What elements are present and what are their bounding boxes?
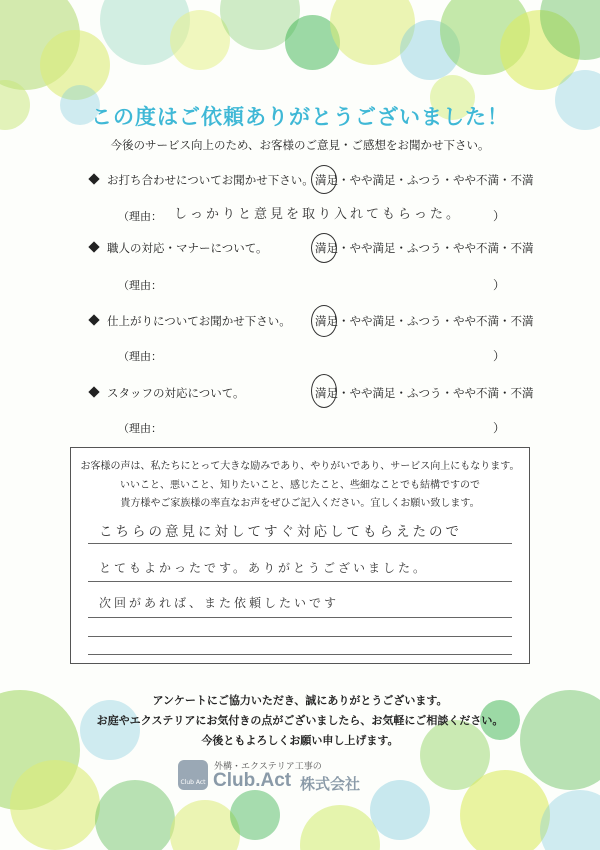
voice-intro-3: 貴方様やご家族様の率直なお声をぜひご記入ください。宜しくお願い致します。 <box>120 498 480 509</box>
question-2-selected-circle <box>311 233 337 263</box>
diamond-bullet-icon <box>88 314 99 325</box>
customer-voice-box <box>70 447 530 664</box>
footer-line-3: 今後ともよろしくお願い申し上げます。 <box>201 734 399 747</box>
voice-line-rule-3 <box>88 617 512 618</box>
question-1-rating[interactable] <box>315 172 534 188</box>
question-4-rating-options: 満足・やや満足・ふつう・やや不満・不満 <box>315 386 534 400</box>
question-1-reason-value[interactable]: しっかりと意見を取り入れてもらった。 <box>174 207 463 222</box>
question-1 <box>90 172 314 188</box>
voice-line-rule-4 <box>88 636 512 637</box>
footer-line-1: アンケートにご協力いただき、誠にありがとうございます。 <box>152 694 448 707</box>
company-logo-mark <box>178 760 208 790</box>
logo-mark-text: Club Act <box>180 779 206 786</box>
question-2 <box>90 240 268 256</box>
diamond-bullet-icon <box>88 241 99 252</box>
question-4-reason-close: ） <box>493 421 506 435</box>
question-2-label: 職人の対応・マナーについて。 <box>107 241 268 255</box>
company-name: Club.Act <box>213 770 292 791</box>
question-2-reason-label: （理由： <box>118 279 162 292</box>
voice-line-rule-1 <box>88 543 512 544</box>
diamond-bullet-icon <box>88 386 99 397</box>
footer-line-2: お庭やエクステリアにお気付きの点がございましたら、お気軽にご相談ください。 <box>96 714 504 727</box>
voice-intro-1: お客様の声は、私たちにとって大きな励みであり、やりがいであり、サービス向上にもなります。 <box>80 461 520 472</box>
question-3-reason-label: （理由： <box>118 350 162 363</box>
voice-line-2[interactable]: とてもよかったです。ありがとうございました。 <box>99 561 429 575</box>
question-3 <box>90 313 291 329</box>
question-1-label: お打ち合わせについてお聞かせ下さい。 <box>107 173 314 187</box>
voice-line-rule-2 <box>88 581 512 582</box>
question-3-selected-circle <box>311 305 337 337</box>
question-3-rating[interactable] <box>315 313 534 329</box>
question-3-label: 仕上がりについてお聞かせ下さい。 <box>107 314 291 328</box>
company-suffix: 株式会社 <box>300 775 361 793</box>
question-2-rating[interactable] <box>315 240 534 256</box>
voice-line-1[interactable]: こちらの意見に対してすぐ対応してもらえたので <box>99 524 462 540</box>
diamond-bullet-icon <box>88 173 99 184</box>
question-4 <box>90 385 245 401</box>
question-1-selected-circle <box>311 165 337 194</box>
voice-intro-2: いいこと、悪いこと、知りたいこと、感じたこと、些細なことでも結構ですので <box>120 480 480 491</box>
voice-line-rule-5 <box>88 654 512 655</box>
question-1-reason-close: ） <box>493 209 506 223</box>
question-3-rating-options: 満足・やや満足・ふつう・やや不満・不満 <box>315 314 534 328</box>
question-2-reason-close: ） <box>493 278 506 292</box>
voice-line-3[interactable]: 次回があれば、また依頼したいです <box>99 596 340 610</box>
question-4-label: スタッフの対応について。 <box>107 386 245 400</box>
company-tagline: 外構・エクステリア工事の <box>214 762 322 772</box>
question-1-rating-options: 満足・やや満足・ふつう・やや不満・不満 <box>315 173 534 187</box>
question-4-rating[interactable] <box>315 385 534 401</box>
question-3-reason-close: ） <box>493 349 506 363</box>
question-4-reason-label: （理由： <box>118 422 162 435</box>
question-1-reason-label: （理由： <box>118 210 162 223</box>
question-2-rating-options: 満足・やや満足・ふつう・やや不満・不満 <box>315 241 534 255</box>
question-4-selected-circle <box>311 374 337 408</box>
page-title: この度はご依頼ありがとうございました！ <box>91 105 509 129</box>
page-subtitle: 今後のサービス向上のため、お客様のご意見・ご感想をお聞かせ下さい。 <box>110 138 490 152</box>
